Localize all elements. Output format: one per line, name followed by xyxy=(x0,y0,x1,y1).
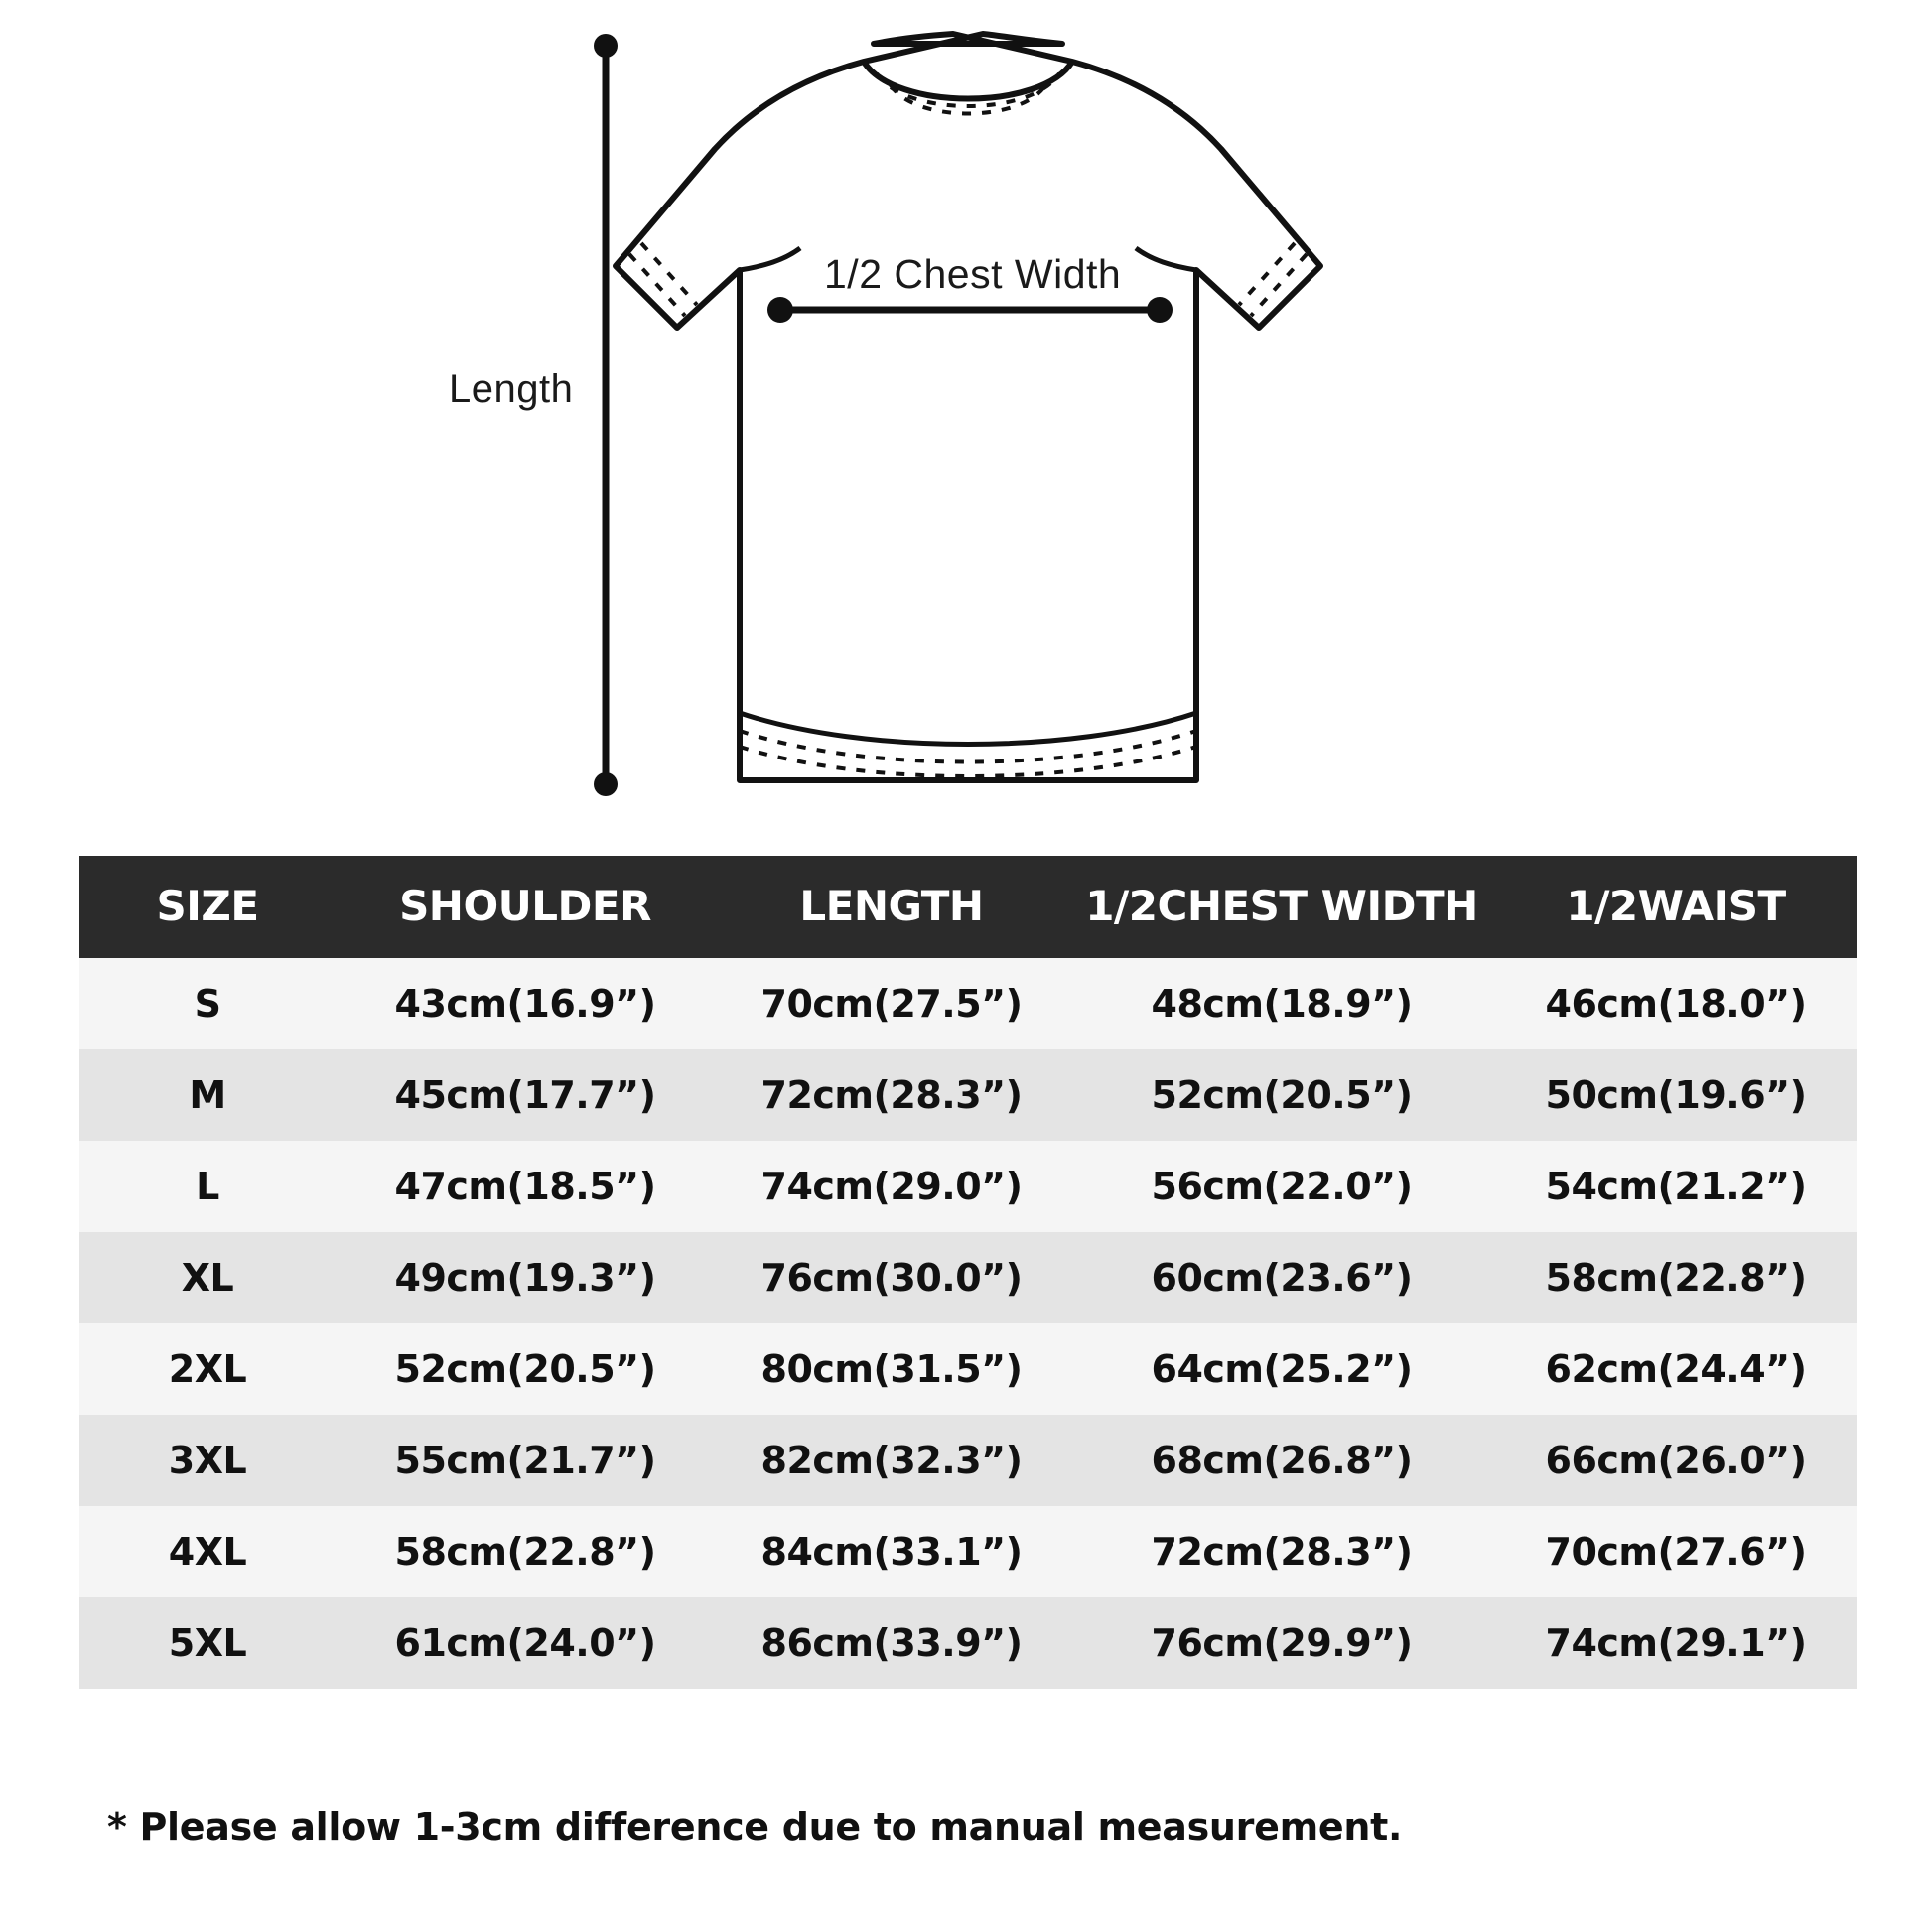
cell-chest-width: 76cm(29.9”) xyxy=(1068,1597,1495,1689)
cell-length: 74cm(29.0”) xyxy=(715,1141,1068,1232)
cell-length: 84cm(33.1”) xyxy=(715,1506,1068,1597)
cell-shoulder: 58cm(22.8”) xyxy=(336,1506,715,1597)
cell-shoulder: 49cm(19.3”) xyxy=(336,1232,715,1323)
cell-size: 5XL xyxy=(79,1597,336,1689)
cell-size: 4XL xyxy=(79,1506,336,1597)
cell-size: S xyxy=(79,958,336,1049)
cell-shoulder: 55cm(21.7”) xyxy=(336,1415,715,1506)
cell-length: 72cm(28.3”) xyxy=(715,1049,1068,1141)
chest-width-label: 1/2 Chest Width xyxy=(824,251,1122,297)
cell-chest-width: 64cm(25.2”) xyxy=(1068,1323,1495,1415)
cell-length: 70cm(27.5”) xyxy=(715,958,1068,1049)
length-label: Length xyxy=(449,367,574,411)
cell-chest-width: 52cm(20.5”) xyxy=(1068,1049,1495,1141)
column-header-waist: 1/2WAIST xyxy=(1495,856,1857,958)
cell-length: 80cm(31.5”) xyxy=(715,1323,1068,1415)
cell-waist: 54cm(21.2”) xyxy=(1495,1141,1857,1232)
cell-size: XL xyxy=(79,1232,336,1323)
cell-waist: 50cm(19.6”) xyxy=(1495,1049,1857,1141)
table-header-row xyxy=(79,856,1857,958)
tshirt-illustration xyxy=(0,0,1932,834)
cell-chest-width: 56cm(22.0”) xyxy=(1068,1141,1495,1232)
cell-chest-width: 48cm(18.9”) xyxy=(1068,958,1495,1049)
cell-size: M xyxy=(79,1049,336,1141)
cell-waist: 46cm(18.0”) xyxy=(1495,958,1857,1049)
cell-chest-width: 68cm(26.8”) xyxy=(1068,1415,1495,1506)
cell-shoulder: 47cm(18.5”) xyxy=(336,1141,715,1232)
cell-length: 86cm(33.9”) xyxy=(715,1597,1068,1689)
size-table-container xyxy=(79,856,1857,1689)
cell-waist: 70cm(27.6”) xyxy=(1495,1506,1857,1597)
table-row xyxy=(79,1597,1857,1689)
length-measure-arrow xyxy=(594,34,618,796)
cell-length: 76cm(30.0”) xyxy=(715,1232,1068,1323)
tshirt-outline xyxy=(616,34,1320,780)
cell-size: 3XL xyxy=(79,1415,336,1506)
cell-shoulder: 43cm(16.9”) xyxy=(336,958,715,1049)
table-row xyxy=(79,1323,1857,1415)
cell-waist: 58cm(22.8”) xyxy=(1495,1232,1857,1323)
cell-chest-width: 60cm(23.6”) xyxy=(1068,1232,1495,1323)
table-row xyxy=(79,1506,1857,1597)
column-header-length: LENGTH xyxy=(715,856,1068,958)
cell-shoulder: 61cm(24.0”) xyxy=(336,1597,715,1689)
table-row xyxy=(79,1232,1857,1323)
cell-waist: 74cm(29.1”) xyxy=(1495,1597,1857,1689)
table-row xyxy=(79,1049,1857,1141)
garment-diagram xyxy=(0,0,1932,834)
cell-waist: 62cm(24.4”) xyxy=(1495,1323,1857,1415)
column-header-chest-width: 1/2CHEST WIDTH xyxy=(1068,856,1495,958)
table-row xyxy=(79,958,1857,1049)
cell-chest-width: 72cm(28.3”) xyxy=(1068,1506,1495,1597)
table-row xyxy=(79,1415,1857,1506)
cell-size: L xyxy=(79,1141,336,1232)
cell-shoulder: 45cm(17.7”) xyxy=(336,1049,715,1141)
cell-size: 2XL xyxy=(79,1323,336,1415)
measurement-footnote: * Please allow 1-3cm difference due to manual measurement. xyxy=(107,1805,1403,1849)
column-header-shoulder: SHOULDER xyxy=(336,856,715,958)
size-table xyxy=(79,856,1857,1689)
cell-shoulder: 52cm(20.5”) xyxy=(336,1323,715,1415)
table-row xyxy=(79,1141,1857,1232)
column-header-size: SIZE xyxy=(79,856,336,958)
cell-length: 82cm(32.3”) xyxy=(715,1415,1068,1506)
cell-waist: 66cm(26.0”) xyxy=(1495,1415,1857,1506)
